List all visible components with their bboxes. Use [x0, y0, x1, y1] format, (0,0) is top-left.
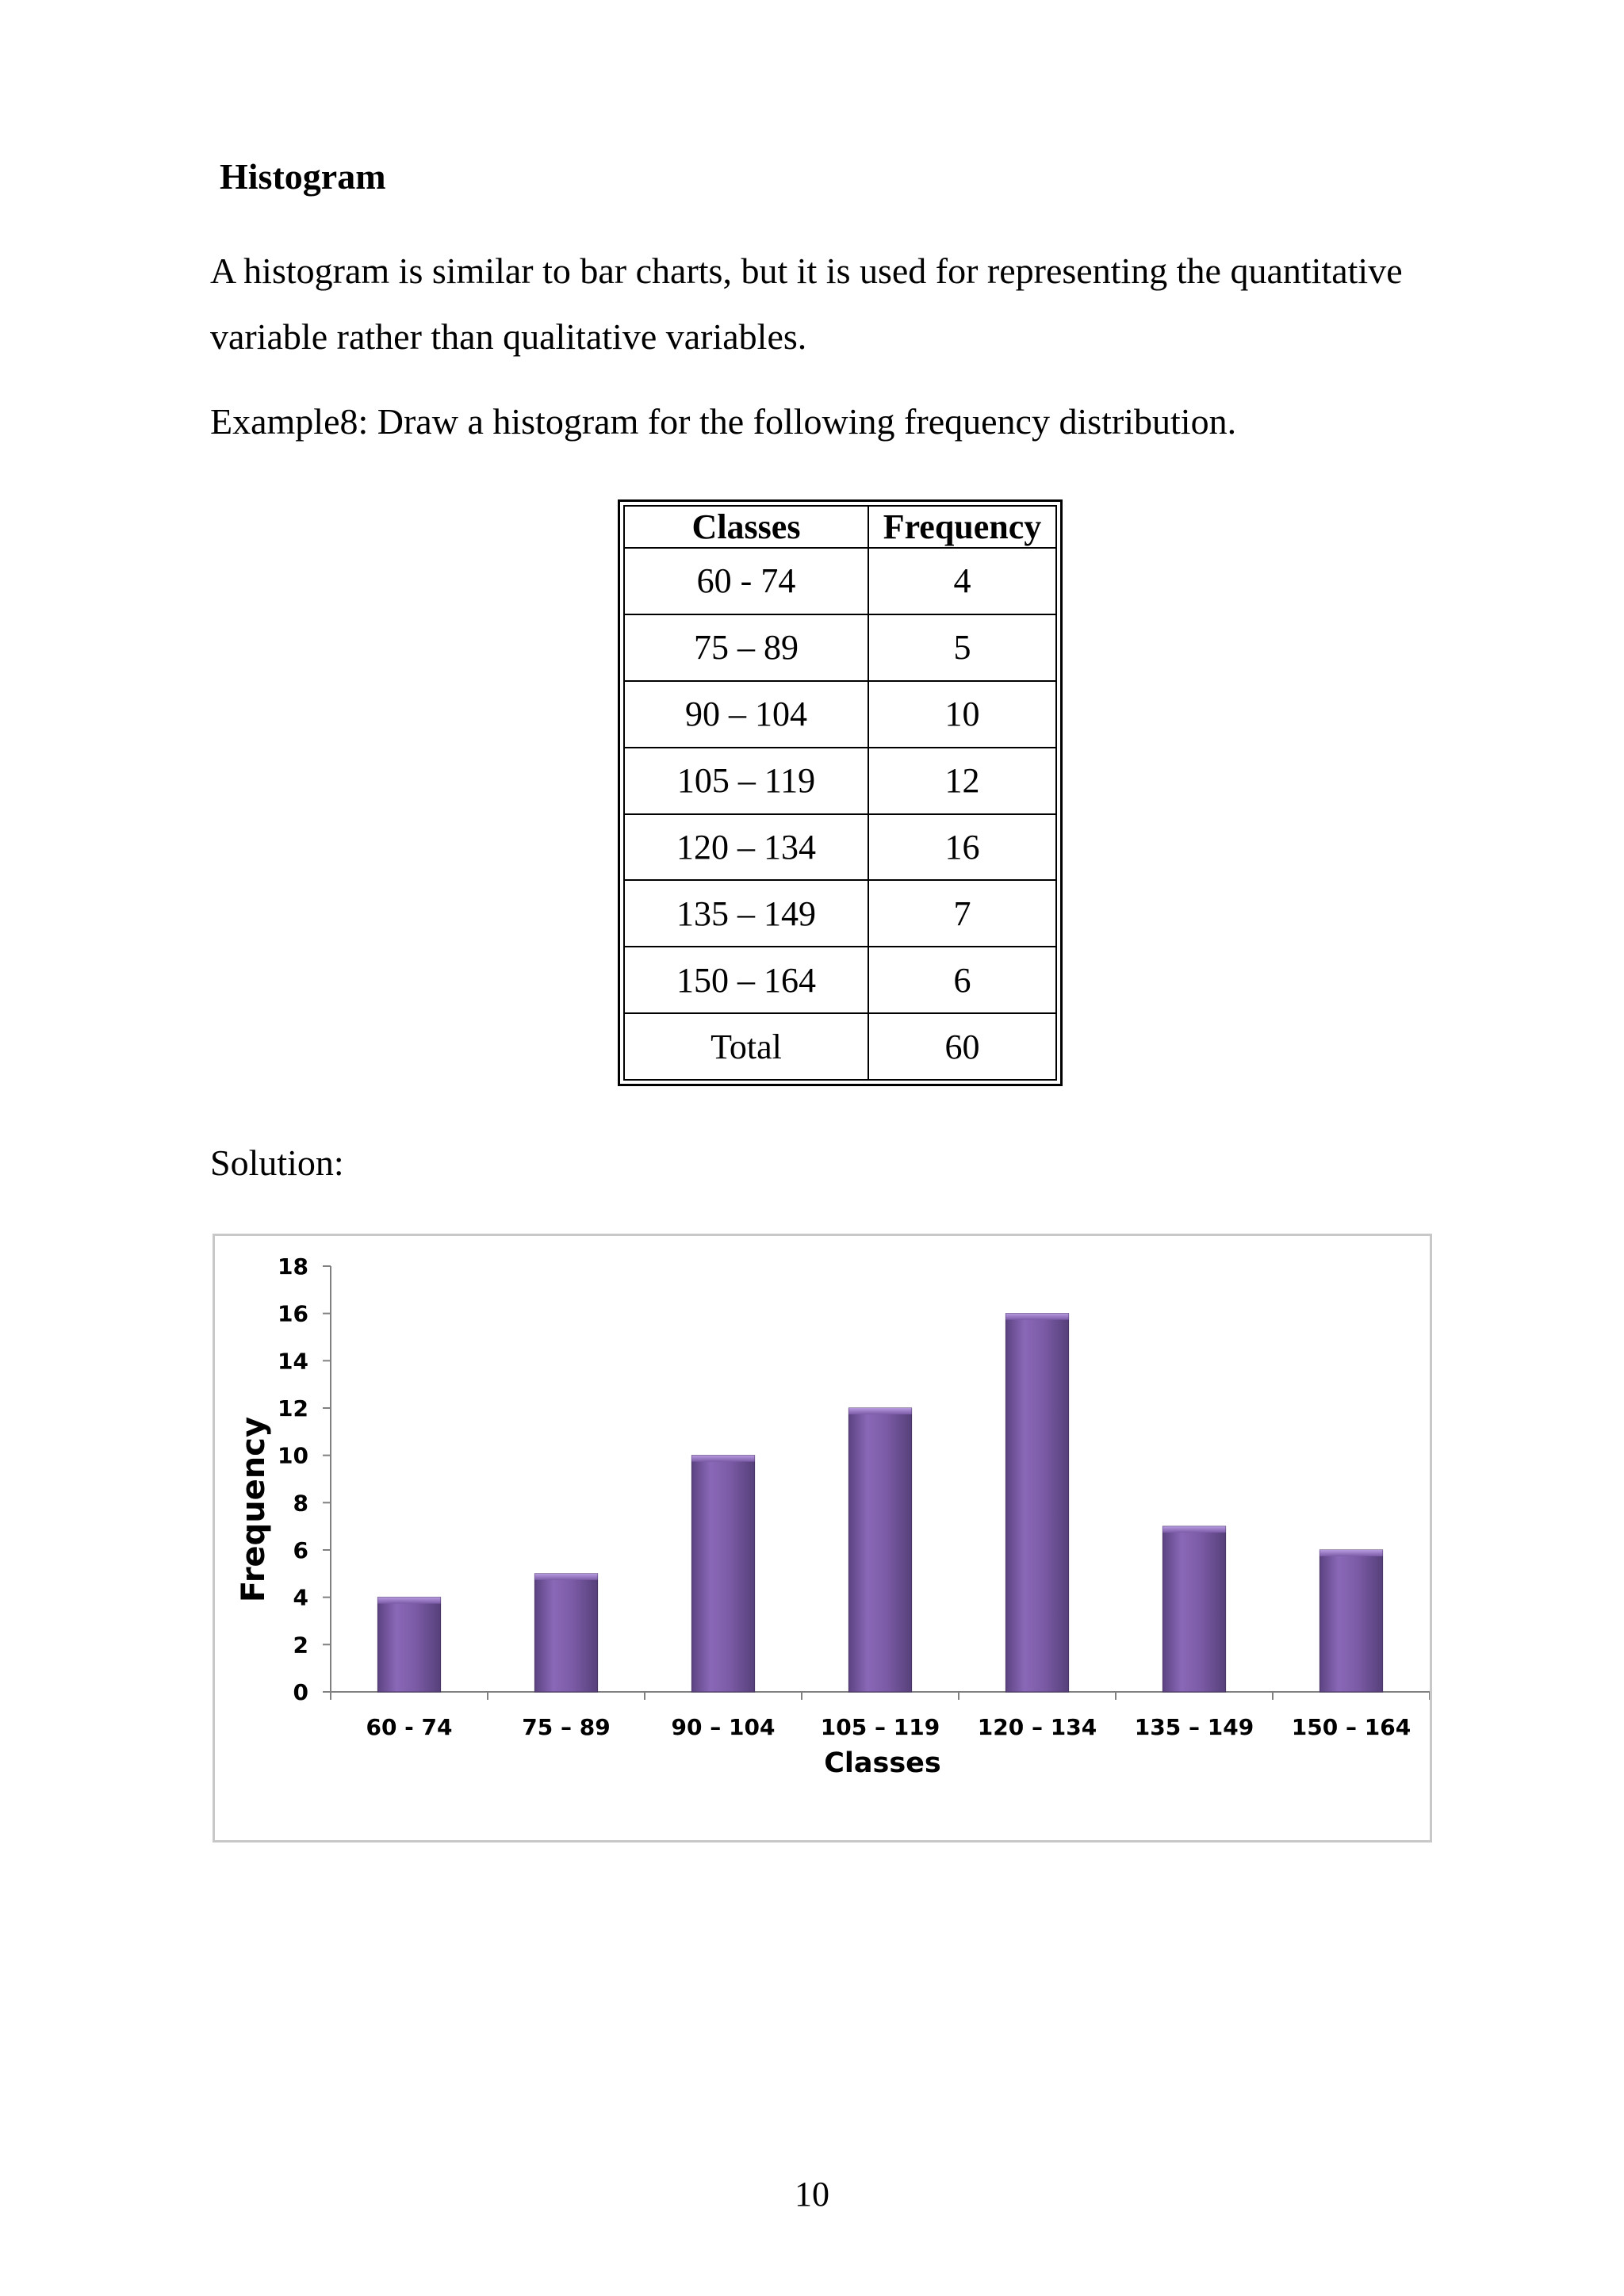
solution-label: Solution:: [210, 1142, 344, 1183]
table-total-row: [624, 1013, 1056, 1080]
table-cell-frequency: 7: [868, 880, 1056, 947]
bar-body: [691, 1456, 754, 1692]
table-cell-frequency: 10: [868, 681, 1056, 748]
table-cell-frequency: 12: [868, 748, 1056, 814]
y-tick-label: 8: [293, 1490, 308, 1517]
table-cell-frequency: 5: [868, 614, 1056, 681]
table-cell-class: 90 – 104: [624, 681, 868, 748]
bar-top-highlight: [377, 1598, 440, 1604]
histogram-bar: [377, 1598, 440, 1692]
x-tick-label: 135 – 149: [1134, 1714, 1254, 1740]
table-row: [624, 614, 1056, 681]
x-axis: [331, 1692, 1430, 1740]
table-header-classes: Classes: [624, 506, 868, 548]
table-cell-class: 60 - 74: [624, 548, 868, 614]
table-cell-class: 135 – 149: [624, 880, 868, 947]
y-tick-label: 2: [293, 1632, 308, 1659]
x-tick-label: 75 – 89: [522, 1714, 611, 1740]
table-header-row: [624, 506, 1056, 548]
table-cell-class: 150 – 164: [624, 947, 868, 1013]
table-cell-class: 105 – 119: [624, 748, 868, 814]
bar-body: [1320, 1550, 1382, 1692]
bar-body: [1005, 1314, 1068, 1692]
y-tick-label: 16: [278, 1300, 308, 1327]
bar-body: [1162, 1526, 1225, 1692]
table-row: [624, 880, 1056, 947]
table-cell-total-value: 60: [868, 1013, 1056, 1080]
x-axis-title: Classes: [824, 1747, 941, 1779]
frequency-table: [623, 505, 1057, 1081]
x-tick-label: 150 – 164: [1291, 1714, 1411, 1740]
histogram-chart: [213, 1234, 1432, 1843]
table-row: [624, 748, 1056, 814]
bar-body: [848, 1408, 911, 1692]
page-number: 10: [795, 2175, 829, 2214]
table-cell-class: 120 – 134: [624, 814, 868, 881]
histogram-svg: [215, 1236, 1430, 1840]
table-cell-frequency: 4: [868, 548, 1056, 614]
y-tick-label: 18: [278, 1253, 308, 1280]
table-row: [624, 681, 1056, 748]
table-cell-total-label: Total: [624, 1013, 868, 1080]
frequency-table-frame: [618, 499, 1063, 1086]
histogram-bar: [1005, 1314, 1068, 1692]
histogram-bar: [1162, 1526, 1225, 1692]
x-tick-label: 90 – 104: [671, 1714, 776, 1740]
x-tick-label: 120 – 134: [977, 1714, 1097, 1740]
bar-body: [377, 1598, 440, 1692]
section-heading: Histogram: [220, 156, 386, 197]
table-cell-frequency: 16: [868, 814, 1056, 881]
y-axis-title: Frequency: [236, 1416, 272, 1603]
y-tick-label: 14: [278, 1348, 308, 1375]
histogram-bar: [848, 1408, 911, 1692]
bar-top-highlight: [534, 1574, 597, 1580]
histogram-bar: [1320, 1550, 1382, 1692]
table-cell-frequency: 6: [868, 947, 1056, 1013]
histogram-bar: [534, 1574, 597, 1692]
table-row: [624, 814, 1056, 881]
y-tick-label: 12: [278, 1395, 308, 1422]
bars: [377, 1314, 1382, 1692]
bar-body: [534, 1574, 597, 1692]
y-tick-label: 4: [293, 1584, 308, 1611]
x-tick-label: 105 – 119: [820, 1714, 940, 1740]
y-tick-label: 6: [293, 1537, 308, 1563]
bar-top-highlight: [1162, 1526, 1225, 1533]
x-tick-label: 60 - 74: [366, 1714, 453, 1740]
bar-top-highlight: [691, 1456, 754, 1462]
y-tick-label: 0: [293, 1679, 308, 1705]
y-axis: [278, 1253, 331, 1705]
bar-top-highlight: [1320, 1550, 1382, 1556]
table-row: [624, 947, 1056, 1013]
bar-top-highlight: [848, 1408, 911, 1414]
bar-top-highlight: [1005, 1314, 1068, 1320]
y-tick-label: 10: [278, 1442, 308, 1469]
example-statement: Example8: Draw a histogram for the following frequency distribution.: [210, 401, 1237, 442]
table-header-frequency: Frequency: [868, 506, 1056, 548]
table-cell-class: 75 – 89: [624, 614, 868, 681]
histogram-bar: [691, 1456, 754, 1692]
table-row: [624, 548, 1056, 614]
intro-paragraph: A histogram is similar to bar charts, but it is used for representing the quantitative variable rather than qualitative variables.: [210, 251, 1403, 357]
